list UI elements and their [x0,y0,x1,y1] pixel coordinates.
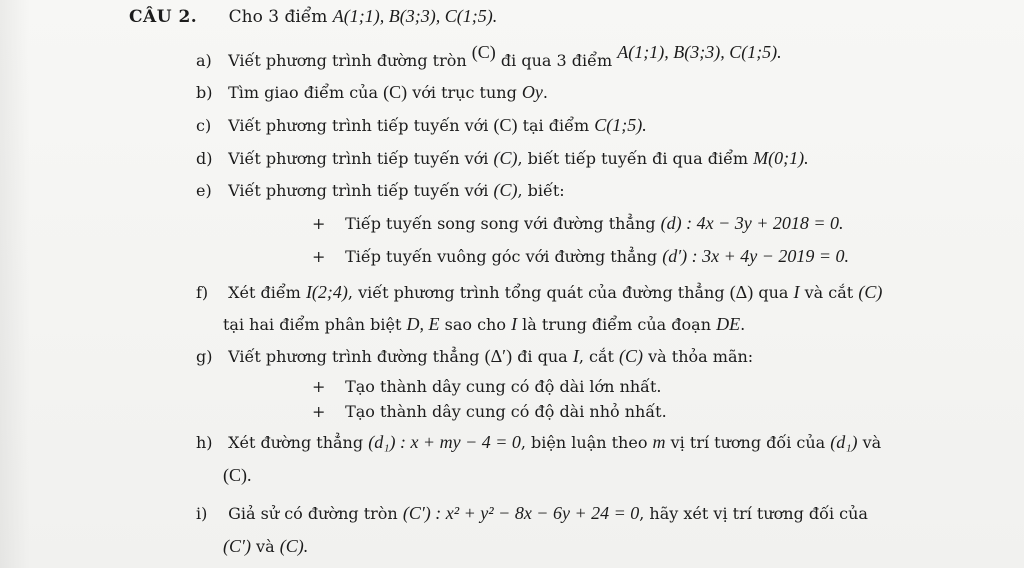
item-text: với trục tung [412,83,517,102]
item-e [196,180,565,201]
item-text: vị trí tương đối của [670,433,826,452]
item-text: sao cho [444,315,506,334]
item-letter: e) [196,181,212,200]
item-e-sub-1 [312,213,844,234]
item-f [196,282,882,303]
item-text: và cắt [804,283,854,302]
bullet: + [312,247,326,266]
item-math: (C′) : x² + y² − 8x − 6y + 24 = 0 [402,503,640,523]
item-math: (d′) : 3x + 4y − 2019 = 0. [662,246,850,266]
item-text: đi qua 3 điểm [500,51,613,70]
item-math: (C) [858,282,883,302]
bullet: + [312,377,326,396]
item-text: , biết: [517,181,565,200]
item-g-sub-1 [312,377,662,396]
item-text: Viết phương trình tiếp tuyến với [228,116,489,135]
item-text: là trung điểm của đoạn [522,315,711,334]
item-g [196,346,753,367]
item-d [196,148,809,169]
item-text: . [740,315,746,334]
item-text: , hãy xét vị trí tương đối của [639,504,868,523]
item-c [196,115,647,136]
item-math: (C). [279,536,309,556]
item-text: Viết phương trình đường thẳng [228,347,480,366]
item-math: M(0;1). [753,148,809,168]
item-text: Tiếp tuyến song song với đường thẳng [345,214,656,233]
item-text: tại hai điểm phân biệt [223,315,402,334]
item-math: I [793,282,800,302]
item-f-line2 [223,314,745,335]
item-text: Viết phương trình đường tròn [228,51,467,70]
item-math: (C). [223,465,252,485]
item-math: (C) [471,42,496,62]
item-text: Viết phương trình tiếp tuyến với [228,181,489,200]
item-text: , biện luận theo [520,433,648,452]
item-text: và thỏa mãn: [648,347,754,366]
bullet: + [312,214,326,233]
item-text: và [862,433,882,452]
item-math: (Δ′) [484,346,513,366]
item-math: D, E [406,314,440,334]
item-math: (C) [493,148,518,168]
item-letter: g) [196,347,213,366]
item-e-sub-2 [312,246,849,267]
bullet: + [312,402,326,421]
item-i [196,503,868,524]
item-text: Tạo thành dây cung có độ dài nhỏ nhất. [345,402,667,421]
item-letter: b) [196,83,213,102]
item-math: C(1;5). [594,115,647,135]
item-text: Tìm giao điểm của [228,83,379,102]
item-math: I [511,314,518,334]
item-math: (C) [619,346,644,366]
item-letter: i) [196,504,208,523]
item-math: (d) : 4x − 3y + 2018 = 0. [660,213,844,233]
item-math: (d₁) : x + my − 4 = 0 [368,432,521,452]
item-math: (Δ) [729,282,754,302]
item-letter: h) [196,433,213,452]
item-text: đi qua [517,347,568,366]
header-text: Cho 3 điểm [228,7,328,27]
item-text: , biết tiếp tuyến đi qua điểm [517,149,749,168]
item-math: A(1;1), B(3;3), C(1;5). [617,42,782,62]
item-text: . [542,83,548,102]
question-label: CÂU 2. [129,7,198,27]
item-text: Xét điểm [228,283,301,302]
item-g-sub-2 [312,402,667,421]
item-text: và [256,537,275,556]
item-letter: f) [196,283,209,302]
item-math: (C) [383,82,408,102]
item-math: (d₁) [830,432,858,452]
item-text: , viết phương trình tổng quát của đường thẳng [347,283,725,302]
item-text: tại điểm [522,116,590,135]
item-text: Giả sử có đường tròn [228,504,398,523]
item-a [196,42,782,71]
item-text: Xét đường thẳng [228,433,364,452]
item-h-line2 [223,465,252,486]
item-math: (C) [493,115,518,135]
item-math: I [572,346,579,366]
item-math: m [652,432,666,452]
item-letter: d) [196,149,213,168]
item-text: , cắt [578,347,614,366]
item-math: (C) [493,180,518,200]
item-h [196,432,881,453]
item-letter: a) [196,51,212,70]
item-math: I(2;4) [305,282,348,302]
item-math: (C′) [223,536,251,556]
item-text: Tạo thành dây cung có độ dài lớn nhất. [345,377,662,396]
header-points: A(1;1), B(3;3), C(1;5). [332,6,498,26]
item-text: Viết phương trình tiếp tuyến với [228,149,489,168]
item-text: Tiếp tuyến vuông góc với đường thẳng [345,247,658,266]
item-i-line2 [223,536,308,557]
item-b [196,82,548,103]
question-header [129,6,497,27]
item-math: Oy [521,82,543,102]
item-letter: c) [196,116,212,135]
page-edge-shadow [0,0,30,568]
item-text: qua [758,283,789,302]
item-math: DE [716,314,741,334]
